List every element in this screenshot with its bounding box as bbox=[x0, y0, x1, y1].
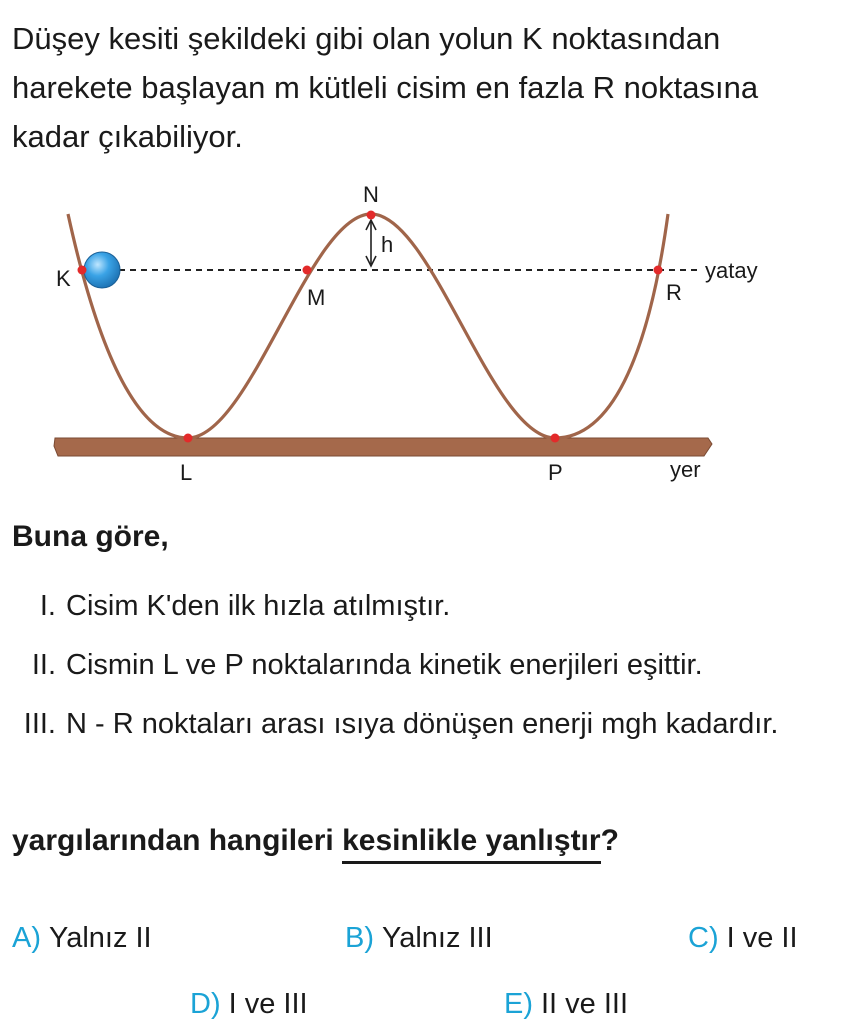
statement-1 bbox=[39, 582, 826, 630]
option-text: Yalnız III bbox=[382, 922, 493, 954]
label-M: M bbox=[307, 285, 326, 310]
statement-text: Cismin L ve P noktalarında kinetik enerjileri eşittir. bbox=[66, 649, 703, 681]
statement-2 bbox=[31, 641, 826, 689]
label-horizontal: yatay bbox=[705, 258, 758, 283]
point-P bbox=[551, 434, 560, 443]
label-R: R bbox=[666, 280, 682, 305]
statement-text: Cisim K'den ilk hızla atılmıştır. bbox=[66, 590, 451, 622]
option-e[interactable] bbox=[504, 988, 628, 1021]
option-letter: C) bbox=[688, 922, 719, 954]
option-text: II ve III bbox=[541, 988, 629, 1020]
question-prefix: yargılarından hangileri bbox=[12, 824, 343, 857]
statement-3 bbox=[23, 700, 796, 748]
track-figure bbox=[0, 175, 853, 495]
option-text: I ve III bbox=[228, 988, 308, 1020]
option-d[interactable] bbox=[190, 988, 308, 1021]
option-letter: A) bbox=[12, 922, 41, 954]
question-text bbox=[12, 824, 619, 858]
track-curve bbox=[68, 214, 668, 438]
statement-number: II. bbox=[31, 649, 56, 681]
statement-number: I. bbox=[39, 590, 56, 622]
label-N: N bbox=[363, 182, 379, 207]
option-c[interactable] bbox=[688, 922, 798, 955]
label-K: K bbox=[56, 266, 71, 291]
point-R bbox=[654, 266, 663, 275]
statement-text: N - R noktaları arası ısıya dönüşen enerji mgh kadardır. bbox=[66, 708, 779, 740]
question-emphasis: kesinlikle yanlıştır bbox=[342, 824, 600, 864]
option-a[interactable] bbox=[12, 922, 152, 955]
option-letter: B) bbox=[345, 922, 374, 954]
question-suffix: ? bbox=[600, 824, 619, 857]
label-ground: yer bbox=[670, 457, 701, 482]
option-text: I ve II bbox=[726, 922, 798, 954]
label-h: h bbox=[381, 232, 394, 257]
lead-text: Buna göre, bbox=[12, 520, 169, 553]
option-text: Yalnız II bbox=[49, 922, 152, 954]
point-M bbox=[303, 266, 312, 275]
option-letter: E) bbox=[504, 988, 533, 1020]
label-L: L bbox=[180, 460, 193, 485]
point-K bbox=[78, 266, 87, 275]
ball bbox=[84, 252, 120, 288]
option-letter: D) bbox=[190, 988, 221, 1020]
statement-number: III. bbox=[23, 708, 56, 740]
option-b[interactable] bbox=[345, 922, 493, 955]
intro-text: Düşey kesiti şekildeki gibi olan yolun K noktasından harekete başlayan m kütleli cisim en fazla R noktasına kadar çıkabiliyor. bbox=[12, 21, 759, 154]
point-L bbox=[184, 434, 193, 443]
ground bbox=[54, 438, 712, 456]
label-P: P bbox=[548, 460, 563, 485]
point-N bbox=[367, 211, 376, 220]
